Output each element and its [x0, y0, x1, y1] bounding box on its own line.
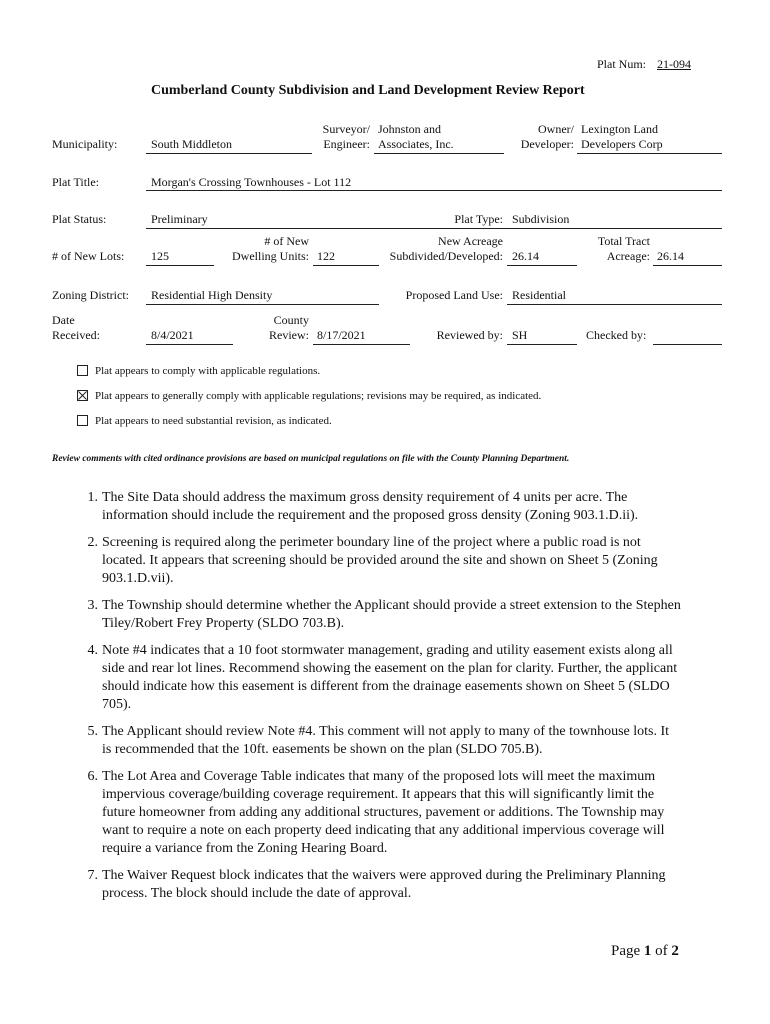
surveyor-value-line2: Associates, Inc.: [378, 137, 454, 151]
list-item: [56, 642, 681, 714]
surveyor-value-line1: Johnston and: [378, 122, 441, 136]
new-lots-value: 125: [151, 249, 169, 263]
comment-text: Note #4 indicates that a 10 foot stormwater management, grading and utility easement exists along all side and rear lot lines. Recommend showing the easement on the plan for clarity. Further, the applicant should indicate how this easement is different from the drainage easements shown on Sheet 5 (SLDO 705).: [102, 643, 678, 712]
page-number: [611, 943, 679, 960]
plat-num-value: 21-094: [657, 57, 691, 71]
new-acreage-label-line2: Subdivided/Developed:: [389, 249, 503, 263]
date-received-label-line2: Received:: [52, 328, 100, 342]
municipality-line: [146, 153, 312, 154]
comment-text: Screening is required along the perimeter boundary line of the project where a public road is not located. It appears that screening should be provided around the site and shown on Sheet 5 (Zoning 903.1.D.vii).: [102, 535, 658, 586]
reviewed-by-label: Reviewed by:: [436, 328, 503, 342]
zoning-district-line: [146, 304, 379, 305]
plat-status-label: Plat Status:: [52, 212, 107, 226]
surveyor-line: [374, 153, 504, 154]
page-total: 2: [671, 943, 679, 959]
proposed-land-use-value: Residential: [512, 288, 566, 302]
reviewed-by-line: [507, 344, 577, 345]
date-received-label-line1: Date: [52, 313, 75, 327]
owner-label-line2: Developer:: [520, 137, 574, 151]
plat-status-value: Preliminary: [151, 212, 208, 226]
comment-text: The Waiver Request block indicates that the waivers were approved during the Preliminary Planning process. The block should include the date of approval.: [102, 868, 666, 901]
total-acreage-value: 26.14: [657, 249, 684, 263]
new-acreage-value: 26.14: [512, 249, 539, 263]
dwelling-units-value: 122: [317, 249, 335, 263]
comment-text: The Applicant should review Note #4. This comment will not apply to many of the townhouse lots. It is recommended that the 10ft. easements be shown on the plan (SLDO 705.B).: [102, 724, 670, 757]
total-acreage-label-line1: Total Tract: [597, 234, 650, 248]
review-note: Review comments with cited ordinance provisions are based on municipal regulations on file with the County Planning Department.: [52, 454, 570, 464]
dwelling-units-label-line1: # of New: [264, 234, 309, 248]
checkbox-comply[interactable]: [77, 365, 88, 376]
dwelling-units-label-line2: Dwelling Units:: [232, 249, 309, 263]
checkbox-comply-label: Plat appears to comply with applicable regulations.: [95, 365, 321, 377]
dwelling-units-line: [313, 265, 379, 266]
checkbox-generally-comply-label: Plat appears to generally comply with applicable regulations; revisions may be required, as indicated.: [95, 390, 542, 402]
checkbox-substantial-revision[interactable]: [77, 415, 88, 426]
comment-text: The Site Data should address the maximum gross density requirement of 4 units per acre. The information should include the requirement and the proposed gross density (Zoning 903.1.D.ii).: [102, 490, 639, 523]
comments-list: [56, 489, 681, 912]
municipality-value: South Middleton: [151, 137, 233, 151]
reviewed-by-value: SH: [512, 328, 528, 342]
list-item: [56, 768, 681, 858]
list-item: [56, 534, 681, 588]
municipality-label: Municipality:: [52, 137, 118, 151]
surveyor-label-line2: Engineer:: [323, 137, 370, 151]
new-acreage-line: [507, 265, 577, 266]
list-item: [56, 723, 681, 759]
owner-value-line1: Lexington Land: [581, 122, 658, 136]
zoning-district-value: Residential High Density: [151, 288, 273, 302]
checked-by-label: Checked by:: [586, 328, 647, 342]
owner-label-line1: Owner/: [538, 122, 574, 136]
comment-text: The Township should determine whether the Applicant should provide a street extension to the Stephen Tiley/Robert Frey Property (SLDO 703.B).: [102, 598, 681, 631]
zoning-district-label: Zoning District:: [52, 288, 129, 302]
new-acreage-label-line1: New Acreage: [438, 234, 503, 248]
new-lots-label: # of New Lots:: [52, 249, 125, 263]
plat-status-line: [146, 228, 722, 229]
total-acreage-label-line2: Acreage:: [606, 249, 650, 263]
county-review-value: 8/17/2021: [317, 328, 366, 342]
comment-number: 5.: [87, 724, 98, 739]
list-item: [56, 597, 681, 633]
report-title: Cumberland County Subdivision and Land Development Review Report: [151, 83, 585, 98]
plat-type-value: Subdivision: [512, 212, 570, 226]
owner-value-line2: Developers Corp: [581, 137, 663, 151]
checkbox-substantial-revision-label: Plat appears to need substantial revision, as indicated.: [95, 415, 332, 427]
list-item: [56, 489, 681, 525]
county-review-label-line2: Review:: [269, 328, 309, 342]
comment-text: The Lot Area and Coverage Table indicates that many of the proposed lots will meet the maximum impervious coverage/building coverage requirement. It appears that this will significantly limit the future homeowner from adding any additional structures, pavement or additions. The Township may want to require a note on each property deed indicating that any additional impervious coverage will require a variance from the Zoning Hearing Board.: [102, 769, 665, 856]
new-lots-line: [146, 265, 214, 266]
page-current: 1: [643, 943, 652, 959]
comment-number: 6.: [87, 769, 98, 784]
date-received-line: [146, 344, 233, 345]
proposed-land-use-label: Proposed Land Use:: [405, 288, 503, 302]
county-review-label-line1: County: [273, 313, 309, 327]
proposed-land-use-line: [507, 304, 722, 305]
comment-number: 4.: [87, 643, 98, 658]
page-word: Page: [611, 943, 641, 959]
comment-number: 7.: [87, 868, 98, 883]
page-of: of: [655, 943, 668, 959]
list-item: [56, 867, 681, 903]
owner-line: [577, 153, 722, 154]
county-review-line: [313, 344, 410, 345]
comment-number: 1.: [87, 490, 98, 505]
plat-title-line: [146, 190, 722, 191]
plat-title-label: Plat Title:: [52, 175, 100, 189]
checked-by-line: [653, 344, 722, 345]
comment-number: 3.: [87, 598, 98, 613]
plat-num-label: Plat Num:: [597, 57, 647, 71]
total-acreage-line: [653, 265, 722, 266]
comment-number: 2.: [87, 535, 98, 550]
plat-title-value: Morgan's Crossing Townhouses - Lot 112: [151, 175, 352, 189]
surveyor-label-line1: Surveyor/: [322, 122, 370, 136]
checkbox-generally-comply[interactable]: [77, 390, 88, 401]
plat-type-label: Plat Type:: [454, 212, 503, 226]
checkmark-x-icon: [78, 391, 87, 400]
date-received-value: 8/4/2021: [151, 328, 194, 342]
